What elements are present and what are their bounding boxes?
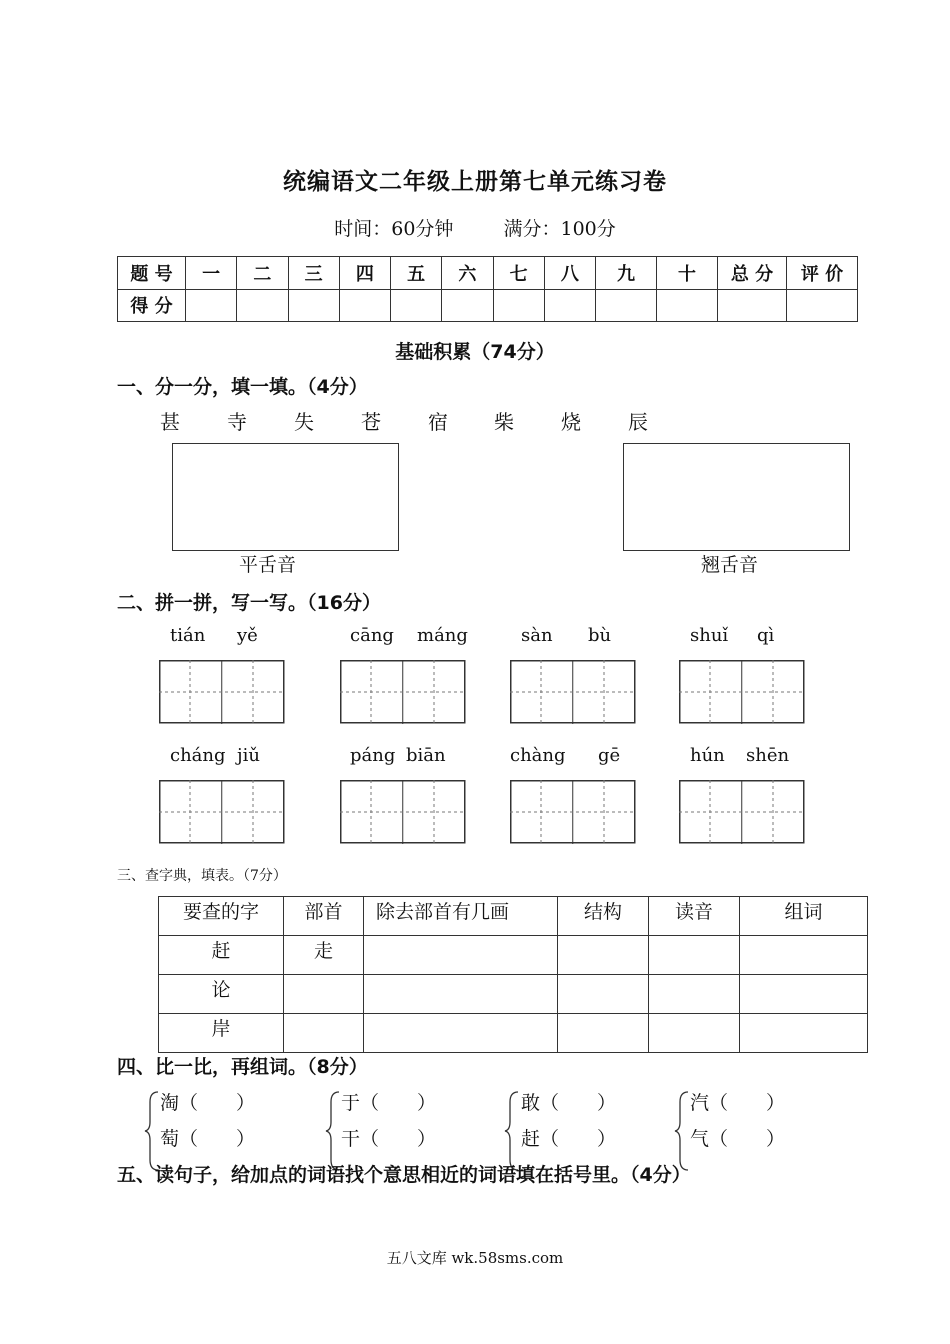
score-table-header-row (118, 257, 858, 290)
q1-heading: 一、分一分，填一填。（4分） (117, 376, 368, 398)
q1-char: 寺 (227, 410, 247, 434)
full-score: 满分：100分 (503, 218, 616, 240)
dict-cell[interactable] (649, 936, 740, 975)
exam-info (0, 214, 950, 241)
dict-cell[interactable] (649, 975, 740, 1014)
q1-char: 苍 (361, 410, 381, 434)
dict-cell: 赶 (159, 936, 284, 975)
dict-cell: 论 (159, 975, 284, 1014)
score-header-cell: 六 (442, 257, 493, 290)
score-cell[interactable] (442, 289, 493, 322)
q5-heading: 五、读句子，给加点的词语找个意思相近的词语填在括号里。（4分） (117, 1164, 691, 1186)
score-cell[interactable] (718, 289, 787, 322)
score-header-cell: 二 (237, 257, 288, 290)
score-header-cell: 十 (657, 257, 718, 290)
table-row (159, 1014, 868, 1053)
score-cell[interactable] (596, 289, 657, 322)
score-cell[interactable] (787, 289, 858, 322)
flat-tongue-label: 平舌音 (239, 554, 297, 576)
dict-cell: 走 (284, 936, 364, 975)
table-row (159, 975, 868, 1014)
score-table (117, 256, 858, 322)
tianzige-grid[interactable] (159, 780, 285, 844)
dict-cell[interactable] (740, 1014, 868, 1053)
dict-cell[interactable] (740, 936, 868, 975)
dict-header: 除去部首有几画 (364, 897, 558, 936)
dict-header: 部首 (284, 897, 364, 936)
pinyin: yě (237, 625, 258, 646)
score-header-cell: 五 (391, 257, 442, 290)
pinyin: tián (170, 625, 206, 646)
retroflex-answer-box[interactable] (623, 443, 850, 551)
dictionary-header-row (159, 897, 868, 936)
score-cell[interactable] (237, 289, 288, 322)
pinyin: chàng (510, 745, 566, 766)
score-header-cell: 题 号 (118, 257, 186, 290)
tianzige-grid[interactable] (679, 780, 805, 844)
part1-heading: 基础积累（74分） (395, 341, 555, 363)
compare-word[interactable]: 汽（ ） (690, 1092, 786, 1114)
score-cell[interactable] (339, 289, 390, 322)
score-cell[interactable] (288, 289, 339, 322)
dict-cell[interactable] (740, 975, 868, 1014)
pinyin: gē (598, 745, 621, 766)
q1-char: 烧 (561, 410, 581, 434)
pinyin: bù (588, 625, 612, 646)
dict-cell[interactable] (558, 936, 649, 975)
dict-header: 要查的字 (159, 897, 284, 936)
score-cell[interactable] (391, 289, 442, 322)
compare-word[interactable]: 干（ ） (341, 1128, 437, 1150)
retroflex-label: 翘舌音 (701, 554, 759, 576)
compare-word[interactable]: 气（ ） (690, 1128, 786, 1150)
score-header-cell: 七 (493, 257, 544, 290)
compare-word[interactable]: 于（ ） (341, 1092, 437, 1114)
footer-watermark: 五八文库 wk.58sms.com (386, 1249, 564, 1267)
score-header-cell: 三 (288, 257, 339, 290)
compare-word[interactable]: 赶（ ） (521, 1128, 617, 1150)
dict-header: 组词 (740, 897, 868, 936)
pinyin: páng (350, 745, 396, 766)
pinyin: biān (406, 745, 446, 766)
score-header-cell: 评 价 (787, 257, 858, 290)
pinyin: cāng (350, 625, 394, 646)
dict-header: 读音 (649, 897, 740, 936)
score-row-label: 得 分 (118, 289, 186, 322)
score-table-score-row (118, 289, 858, 322)
q1-char: 柴 (494, 410, 514, 434)
time-limit: 时间：60分钟 (334, 218, 454, 240)
q1-char: 甚 (160, 410, 180, 434)
dict-cell: 岸 (159, 1014, 284, 1053)
score-header-cell: 九 (596, 257, 657, 290)
tianzige-grid[interactable] (159, 660, 285, 724)
score-header-cell: 四 (339, 257, 390, 290)
pinyin: shēn (746, 745, 790, 766)
q3-heading: 三、查字典，填表。（7分） (117, 868, 287, 884)
dict-cell[interactable] (364, 936, 558, 975)
tianzige-grid[interactable] (340, 780, 466, 844)
score-header-cell: 八 (544, 257, 595, 290)
score-cell[interactable] (186, 289, 237, 322)
dict-cell[interactable] (284, 1014, 364, 1053)
q2-heading: 二、拼一拼，写一写。（16分） (117, 592, 381, 614)
tianzige-grid[interactable] (679, 660, 805, 724)
score-header-cell: 一 (186, 257, 237, 290)
pinyin: hún (690, 745, 725, 766)
dict-cell[interactable] (364, 975, 558, 1014)
dictionary-table (158, 896, 868, 1053)
dict-cell[interactable] (284, 975, 364, 1014)
score-cell[interactable] (657, 289, 718, 322)
compare-word[interactable]: 萄（ ） (160, 1128, 256, 1150)
q4-heading: 四、比一比，再组词。（8分） (117, 1056, 368, 1078)
q1-char: 宿 (428, 410, 448, 434)
compare-word[interactable]: 淘（ ） (160, 1092, 256, 1114)
q1-char: 辰 (628, 410, 648, 434)
compare-word[interactable]: 敢（ ） (521, 1092, 617, 1114)
score-cell[interactable] (544, 289, 595, 322)
score-header-cell: 总 分 (718, 257, 787, 290)
page-title: 统编语文二年级上册第七单元练习卷 (283, 169, 667, 195)
score-cell[interactable] (493, 289, 544, 322)
pinyin: máng (417, 625, 468, 646)
pinyin: cháng (170, 745, 226, 766)
pinyin: shuǐ (690, 625, 729, 646)
dict-header: 结构 (558, 897, 649, 936)
table-row (159, 936, 868, 975)
dict-cell[interactable] (649, 1014, 740, 1053)
tianzige-grid[interactable] (510, 780, 636, 844)
dict-cell[interactable] (364, 1014, 558, 1053)
pinyin: sàn (521, 625, 553, 646)
flat-tongue-answer-box[interactable] (172, 443, 399, 551)
tianzige-grid[interactable] (340, 660, 466, 724)
dict-cell[interactable] (558, 1014, 649, 1053)
tianzige-grid[interactable] (510, 660, 636, 724)
pinyin: jiǔ (237, 745, 260, 766)
pinyin: qì (757, 625, 775, 646)
q1-char: 失 (294, 410, 314, 434)
dict-cell[interactable] (558, 975, 649, 1014)
